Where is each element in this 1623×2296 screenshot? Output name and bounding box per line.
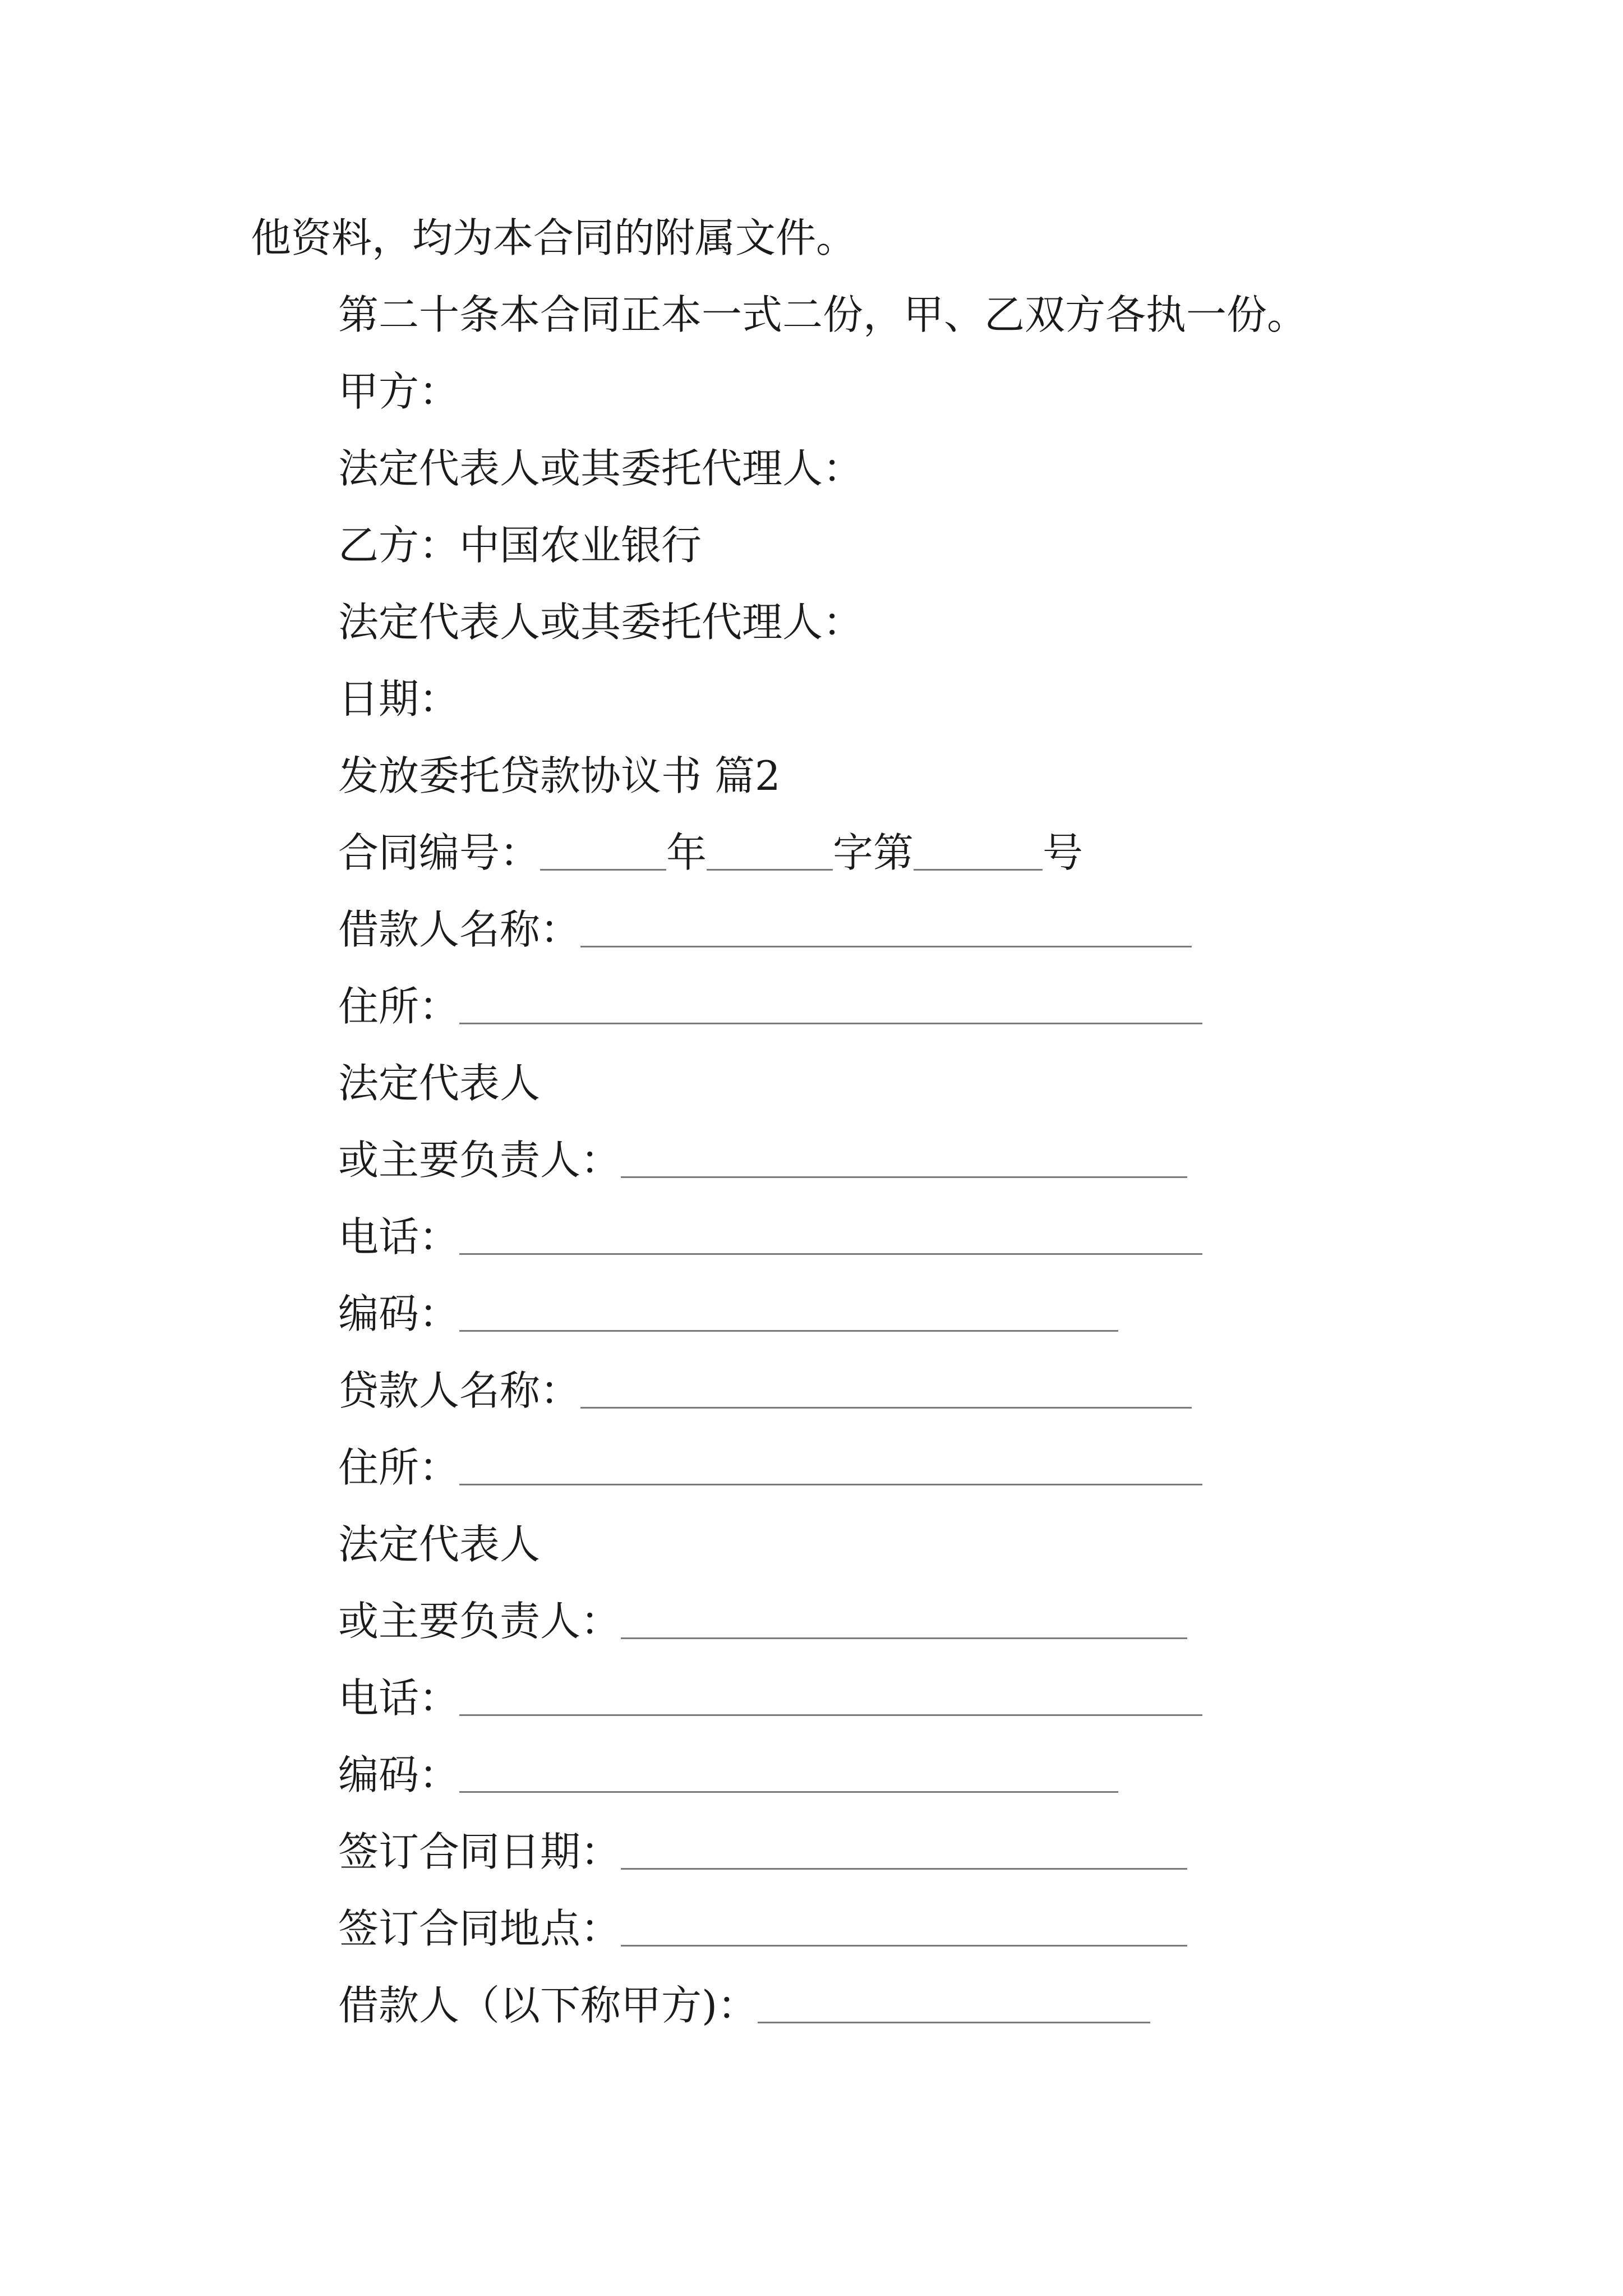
borrower-address-blank[interactable] [459,1023,1202,1024]
legal-rep-label: 法定代表人或其委托代理人： [338,445,864,492]
legal-rep-heading: 法定代表人 [338,1060,541,1107]
article-20-text: 第二十条本合同正本一式二份，甲、乙双方各执一份。 [338,291,1308,338]
borrower-name-label: 借款人名称： [338,906,581,953]
address-label: 住所： [338,983,460,1030]
lender-name-line [338,1367,1192,1414]
legal-rep-heading-line [338,1060,541,1107]
party-b-line [338,522,702,569]
borrower-name-blank[interactable] [580,946,1192,947]
contract-prefix-blank[interactable] [707,869,833,871]
party-a-label: 甲方： [338,368,460,415]
section-title-line [338,752,781,799]
contract-number-line [338,829,1083,876]
signing-place-line [338,1905,1187,1952]
lender-address-blank[interactable] [459,1484,1202,1485]
signing-date-blank[interactable] [621,1868,1187,1870]
borrower-responsible-blank[interactable] [621,1176,1187,1178]
number-char: 号 [1043,829,1083,876]
signing-place-blank[interactable] [621,1945,1187,1947]
borrower-party-a-line [338,1982,1150,2029]
contract-serial-blank[interactable] [914,869,1043,871]
lender-name-blank[interactable] [580,1407,1192,1409]
char-number-label: 字第 [833,829,914,876]
party-a-label-line [338,368,460,415]
legal-rep-label: 法定代表人或其委托代理人： [338,599,864,646]
responsible-label: 或主要负责人： [338,1598,621,1645]
text-line [338,291,1308,338]
borrower-name-line [338,906,1192,953]
lender-name-label: 贷款人名称： [338,1367,581,1414]
borrower-zip-line [338,1290,1118,1337]
borrower-address-line [338,983,1202,1030]
paragraph-text: 他资料，均为本合同的附属文件。 [251,214,857,261]
signing-date-label: 签订合同日期： [338,1828,621,1875]
borrower-party-a-blank[interactable] [758,2022,1150,2023]
borrower-phone-blank[interactable] [459,1253,1202,1255]
lender-phone-line [338,1674,1202,1722]
legal-rep-line [338,445,864,492]
signing-date-line [338,1828,1187,1875]
borrower-phone-line [338,1213,1202,1260]
zip-label: 编码： [338,1751,460,1798]
lender-address-line [338,1444,1202,1491]
zip-label: 编码： [338,1290,460,1337]
legal-rep-heading: 法定代表人 [338,1521,541,1568]
responsible-label: 或主要负责人： [338,1137,621,1184]
signing-place-label: 签订合同地点： [338,1905,621,1952]
contract-number-label: 合同编号： [338,829,541,876]
borrower-party-a-label: 借款人（以下称甲方)： [338,1982,758,2029]
contract-year-blank[interactable] [540,869,666,871]
legal-rep-line [338,599,864,646]
phone-label: 电话： [338,1674,460,1722]
date-line [338,675,460,723]
borrower-responsible-line [338,1137,1187,1184]
lender-zip-blank[interactable] [459,1791,1118,1793]
year-char: 年 [666,829,707,876]
lender-phone-blank[interactable] [459,1714,1202,1716]
legal-rep-heading-line [338,1521,541,1568]
address-label: 住所： [338,1444,460,1491]
party-b-label: 乙方：中国农业银行 [338,522,702,569]
lender-responsible-line [338,1598,1187,1645]
section-title: 发放委托贷款协议书 篇2 [338,752,781,799]
phone-label: 电话： [338,1213,460,1260]
date-label: 日期： [338,675,460,723]
lender-responsible-blank[interactable] [621,1637,1187,1639]
lender-zip-line [338,1751,1118,1798]
borrower-zip-blank[interactable] [459,1330,1118,1332]
text-line [251,214,857,261]
